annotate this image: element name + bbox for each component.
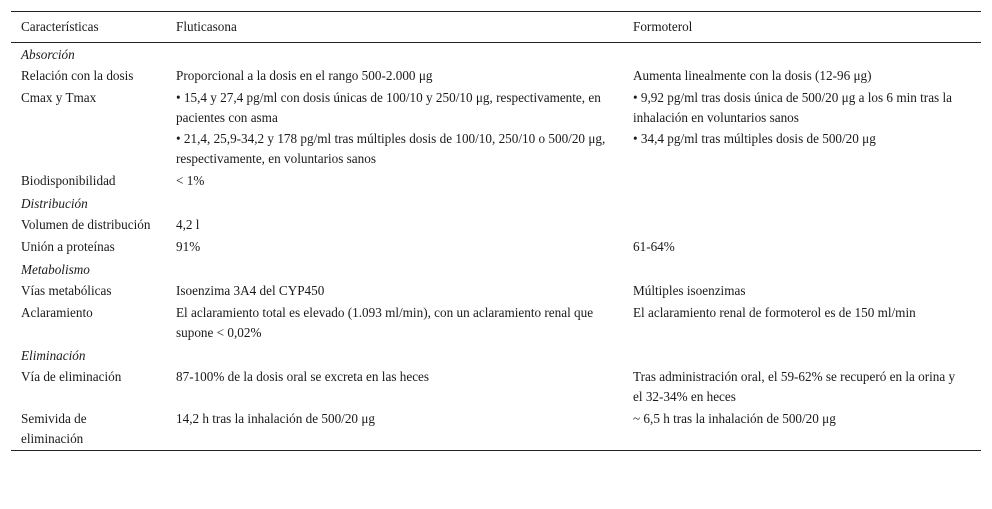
row-label: Biodisponibilidad [21,173,116,188]
fluticasona-cell: Isoenzima 3A4 del CYP450 [176,283,325,298]
header-row [11,12,981,43]
section-label: Metabolismo [21,262,90,277]
row-label: Unión a proteínas [21,239,115,254]
pharmacokinetics-table-container [11,11,981,451]
section-row-metabolismo [11,258,981,280]
formoterol-cell: Múltiples isoenzimas [633,283,746,298]
formoterol-cell: ~ 6,5 h tras la inhalación de 500/20 μg [633,411,836,426]
bullet-item: • 15,4 y 27,4 pg/ml con dosis únicas de 100/10 y 250/10 μg, respectivamente, en pacientes con asma [176,90,601,125]
table-row [11,236,981,258]
table-row [11,366,981,408]
fluticasona-cell: 91% [176,239,201,254]
table-body [11,43,981,451]
fluticasona-cell: 14,2 h tras la inhalación de 500/20 μg [176,411,375,426]
fluticasona-cell: Proporcional a la dosis en el rango 500-2.000 μg [176,68,433,83]
formoterol-cell [623,214,981,236]
formoterol-cell: El aclaramiento renal de formoterol es de 150 ml/min [633,305,916,320]
formoterol-cell: Tras administración oral, el 59-62% se recuperó en la orina y el 32-34% en heces [633,369,956,404]
table-row [11,302,981,344]
table-row [11,280,981,302]
fluticasona-cell: 4,2 l [176,217,200,232]
fluticasona-cell: < 1% [176,173,205,188]
section-label: Absorción [21,47,75,62]
row-label: Relación con la dosis [21,68,134,83]
section-label: Distribución [21,196,88,211]
row-label: Vía de eliminación [21,369,122,384]
fluticasona-cell [166,87,623,170]
pharmacokinetics-table [11,11,981,451]
row-label: Cmax y Tmax [21,90,97,105]
table-header [11,12,981,43]
header-fluticasona: Fluticasona [176,19,237,34]
table-row [11,214,981,236]
bullet-item: • 34,4 pg/ml tras múltiples dosis de 500/20 μg [633,131,876,146]
table-row [11,65,981,87]
row-label: Semivida de eliminación [21,411,87,446]
table-row [11,87,981,170]
section-row-distribucion [11,192,981,214]
row-label: Vías metabólicas [21,283,112,298]
formoterol-cell [623,170,981,192]
formoterol-cell: 61-64% [633,239,675,254]
table-row [11,170,981,192]
header-caracteristicas: Características [21,19,99,34]
formoterol-cell: Aumenta linealmente con la dosis (12-96 μg) [633,68,872,83]
fluticasona-cell: 87-100% de la dosis oral se excreta en las heces [176,369,430,384]
table-row [11,408,981,451]
fluticasona-cell: El aclaramiento total es elevado (1.093 ml/min), con un aclaramiento renal que supone < 0,02% [176,305,594,340]
bullet-item: • 21,4, 25,9-34,2 y 178 pg/ml tras múltiples dosis de 100/10, 250/10 o 500/20 μg, respectivamente, en voluntarios sanos [176,131,606,166]
header-formoterol: Formoterol [633,19,693,34]
row-label: Aclaramiento [21,305,93,320]
section-label: Eliminación [21,348,86,363]
section-row-eliminacion [11,344,981,366]
section-row-absorcion [11,43,981,66]
formoterol-cell [623,87,981,170]
bullet-item: • 9,92 pg/ml tras dosis única de 500/20 μg a los 6 min tras la inhalación en voluntarios sanos [633,90,952,125]
row-label: Volumen de distribución [21,217,151,232]
